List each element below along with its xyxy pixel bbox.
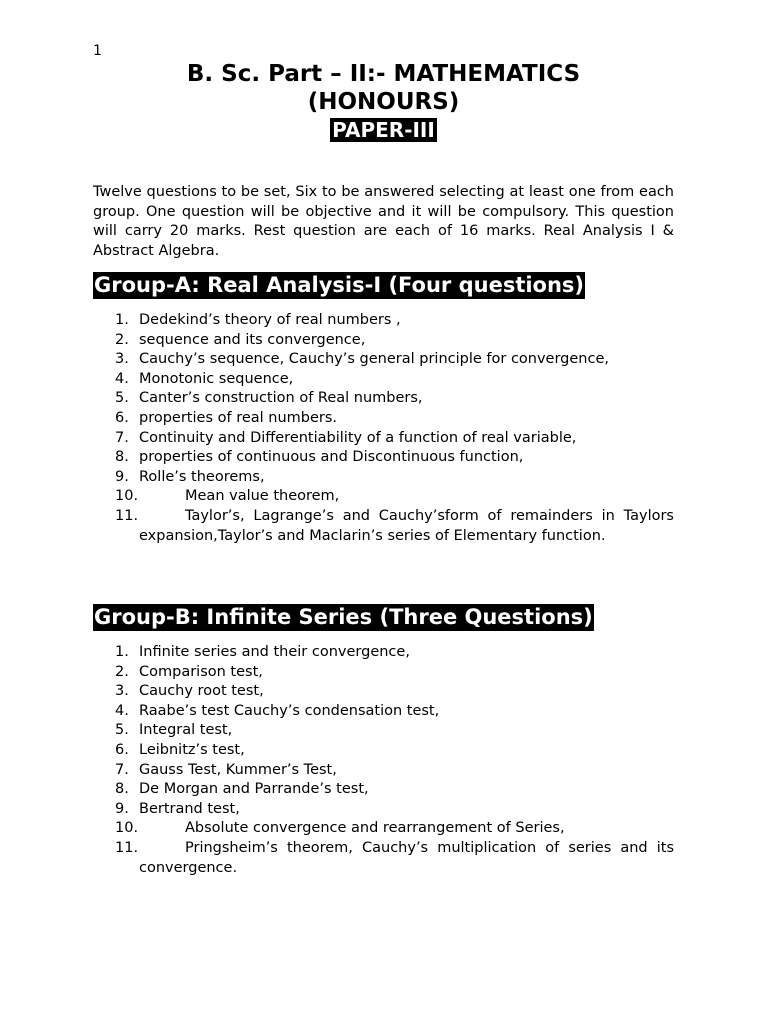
item-text: Continuity and Differentiability of a function of real variable, <box>139 429 577 446</box>
item-number: 10. <box>115 820 139 837</box>
group-a-topic-list <box>93 311 674 546</box>
item-text: Raabe’s test Cauchy’s condensation test, <box>139 702 440 719</box>
title-block <box>93 60 674 144</box>
item-number: 2. <box>115 663 129 680</box>
item-number: 7. <box>115 761 129 778</box>
list-item <box>93 468 674 488</box>
item-number: 7. <box>115 429 129 446</box>
list-item <box>93 448 674 468</box>
item-number: 9. <box>115 800 129 817</box>
list-item <box>93 800 674 820</box>
list-item <box>93 761 674 781</box>
item-number: 11. <box>115 839 139 856</box>
item-number: 11. <box>115 507 139 524</box>
item-text: sequence and its convergence, <box>139 331 366 348</box>
group-b-heading: Group-B: Infinite Series (Three Questions) <box>94 605 593 629</box>
item-number: 8. <box>115 781 129 798</box>
list-item <box>93 721 674 741</box>
item-text: Cauchy’s sequence, Cauchy’s general principle for convergence, <box>139 351 609 368</box>
item-text: Mean value theorem, <box>185 488 340 505</box>
item-number: 4. <box>115 370 129 387</box>
list-item <box>93 819 674 839</box>
page-number: 1 <box>93 43 102 59</box>
paper-label: PAPER-III <box>332 118 435 142</box>
group-b-topic-list <box>93 643 674 878</box>
item-number: 4. <box>115 702 129 719</box>
item-number: 1. <box>115 312 129 328</box>
item-text: Gauss Test, Kummer’s Test, <box>139 761 337 778</box>
list-item <box>93 311 674 331</box>
item-text: Infinite series and their convergence, <box>139 644 410 660</box>
item-text: Pringsheim’s theorem, Cauchy’s multiplication of series and its convergence. <box>139 839 674 876</box>
item-text: Integral test, <box>139 722 233 739</box>
list-item <box>93 663 674 683</box>
item-number: 3. <box>115 351 129 368</box>
page-title-line-1: B. Sc. Part – II:- MATHEMATICS <box>186 61 581 87</box>
item-number: 5. <box>115 390 129 407</box>
item-text: Cauchy root test, <box>139 683 264 700</box>
item-number: 2. <box>115 331 129 348</box>
list-item <box>93 780 674 800</box>
item-number: 1. <box>115 644 129 660</box>
group-a-heading: Group-A: Real Analysis-I (Four questions) <box>94 273 585 297</box>
list-item <box>93 487 674 507</box>
list-item <box>93 429 674 449</box>
item-number: 6. <box>115 409 129 426</box>
list-item <box>93 839 674 878</box>
list-item <box>93 643 674 663</box>
item-text: Taylor’s, Lagrange’s and Cauchy’sform of remainders in Taylors expansion,Taylor’s and Maclarin’s series of Elementary function. <box>139 507 674 544</box>
item-text: Bertrand test, <box>139 800 240 817</box>
list-item <box>93 409 674 429</box>
page-title-line-2: (HONOURS) <box>307 89 460 115</box>
item-text: Rolle’s theorems, <box>139 468 265 485</box>
item-text: properties of continuous and Discontinuous function, <box>139 449 524 466</box>
list-item <box>93 370 674 390</box>
list-item <box>93 350 674 370</box>
list-item <box>93 702 674 722</box>
item-text: Comparison test, <box>139 663 263 680</box>
item-number: 10. <box>115 488 139 505</box>
item-number: 8. <box>115 449 129 466</box>
list-item <box>93 507 674 546</box>
item-text: Dedekind’s theory of real numbers , <box>139 312 401 328</box>
item-text: De Morgan and Parrande’s test, <box>139 781 369 798</box>
item-number: 3. <box>115 683 129 700</box>
item-number: 6. <box>115 741 129 758</box>
item-text: Absolute convergence and rearrangement of Series, <box>185 820 565 837</box>
intro-paragraph: Twelve questions to be set, Six to be answered selecting at least one from each group. One question will be objective and it will be compulsory. This question will carry 20 marks. Rest question are each of 16 marks. Real Analysis I & Abstract Algebra. <box>93 184 674 259</box>
item-text: properties of real numbers. <box>139 409 338 426</box>
list-item <box>93 682 674 702</box>
list-item <box>93 331 674 351</box>
item-text: Canter’s construction of Real numbers, <box>139 390 423 407</box>
list-item <box>93 741 674 761</box>
item-number: 9. <box>115 468 129 485</box>
list-item <box>93 389 674 409</box>
item-text: Monotonic sequence, <box>139 370 294 387</box>
item-number: 5. <box>115 722 129 739</box>
item-text: Leibnitz’s test, <box>139 741 245 758</box>
